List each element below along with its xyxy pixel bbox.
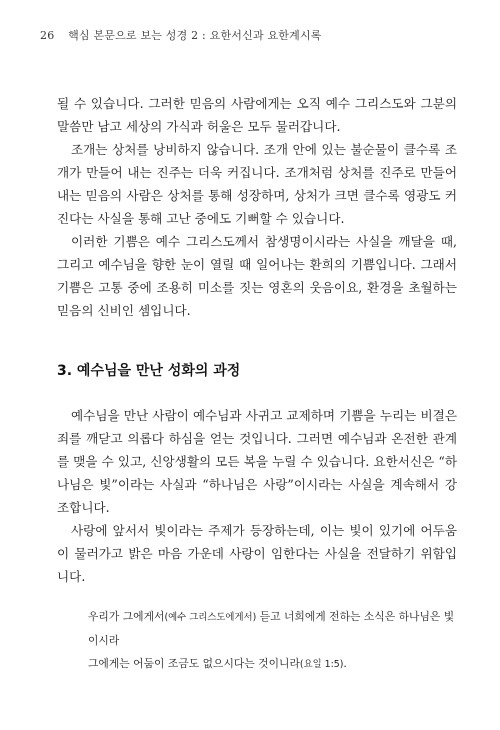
page-number: 26 <box>40 29 55 42</box>
section-heading: 3. 예수님을 만난 성화의 과정 <box>57 363 241 379</box>
paragraph: 예수님을 만난 사람이 예수님과 사귀고 교제하며 기쁨을 누리는 비결은 죄를 깨닫고 의롭다 하심을 얻는 것입니다. 그러면 예수님과 온전한 관계를 맺을 수 있고, 신앙생활의 모든 복을 누릴 수 있습니다. 요한서신은 “하나님은 빛”이라는 사실과 “하나님은 사랑”이시라는 사실을 계속해서 강조합니다. <box>57 408 457 515</box>
quote-parenthetical: (예수 그리스도에게서) <box>164 612 257 623</box>
body-text-block-b <box>57 404 457 588</box>
quote-line <box>88 605 458 652</box>
paragraph: 조개는 상처를 낭비하지 않습니다. 조개 안에 있는 불순물이 클수록 조개가 만들어 내는 진주는 더욱 커집니다. 조개처럼 상처를 진주로 만들어 내는 믿음의 사람은 상처를 통해 성장하며, 상처가 크면 클수록 영광도 커진다는 사실을 통해 고난 중에도 기뻐할 수 있습니다. <box>57 142 457 226</box>
paragraph: 이러한 기쁨은 예수 그리스도께서 참생명이시라는 사실을 깨달을 때, 그리고 예수님을 향한 눈이 열릴 때 일어나는 환희의 기쁨입니다. 그래서 기쁨은 고통 중에 조용히 미소를 짓는 영혼의 웃음이요, 환경을 초월하는 믿음의 신비인 셈입니다. <box>57 234 457 318</box>
body-text-block-a <box>57 92 457 322</box>
running-header <box>40 27 322 43</box>
quote-text: 듣고 너희에게 전하는 소식은 하나님은 빛이시라 <box>88 610 455 647</box>
scripture-quote <box>88 605 458 676</box>
quote-text: . <box>343 657 347 670</box>
quote-line <box>88 652 458 676</box>
book-title: 핵심 본문으로 보는 성경 2 : 요한서신과 요한계시록 <box>68 29 322 42</box>
quote-reference: (요일 1:5) <box>299 659 344 670</box>
paragraph: 될 수 있습니다. 그러한 믿음의 사람에게는 오직 예수 그리스도와 그분의 말씀만 남고 세상의 가식과 허울은 모두 물러갑니다. <box>57 96 457 134</box>
quote-text: 우리가 그에게서 <box>88 610 165 623</box>
quote-text: 그에게는 어둠이 조금도 없으시다는 것이니라 <box>88 657 300 670</box>
paragraph: 사랑에 앞서서 빛이라는 주제가 등장하는데, 이는 빛이 있기에 어두움이 물러가고 밝은 마음 가운데 사랑이 임한다는 사실을 전달하기 위함입니다. <box>57 523 457 584</box>
